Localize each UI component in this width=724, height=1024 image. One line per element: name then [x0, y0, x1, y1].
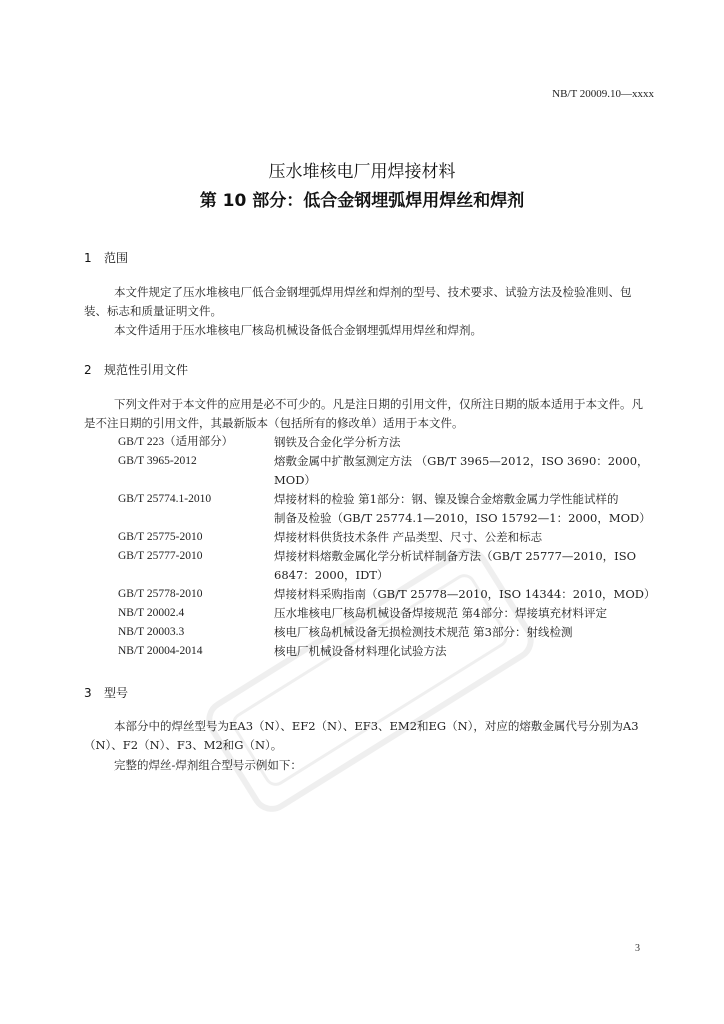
reference-code: GB/T 25775-2010	[118, 531, 203, 543]
section-2-paragraph-1: 下列文件对于本文件的应用是必不可少的。凡是注日期的引用文件，仅所注日期的版本适用于本文件。凡是不注日期的引用文件，其最新版本（包括所有的修改单）适用于本文件。	[84, 397, 643, 430]
reference-row	[118, 433, 664, 452]
reference-title: 压水堆核电厂核岛机械设备焊接规范 第4部分：焊接填充材料评定	[274, 606, 607, 620]
reference-title: 核电厂核岛机械设备无损检测技术规范 第3部分：射线检测	[274, 625, 573, 639]
reference-code: GB/T 3965-2012	[118, 455, 197, 467]
section-title: 范围	[104, 251, 129, 265]
section-number: 3	[84, 686, 92, 700]
reference-title: 核电厂机械设备材料理化试验方法	[274, 644, 447, 658]
section-number: 2	[84, 363, 92, 377]
section-1-paragraph-1: 本文件规定了压水堆核电厂低合金钢埋弧焊用焊丝和焊剂的型号、技术要求、试验方法及检验准则、包装、标志和质量证明文件。	[84, 285, 632, 318]
reference-code: NB/T 20003.3	[118, 626, 185, 638]
standard-code: NB/T 20009.10—xxxx	[552, 88, 654, 100]
reference-title: 焊接材料的检验 第1部分：钢、镍及镍合金熔敷金属力学性能试样的 制备及检验（GB/T 25774.1—2010，ISO 15792—1：2000，MOD）	[274, 492, 651, 525]
reference-title: 钢铁及合金化学分析方法	[274, 435, 401, 449]
reference-title: 焊接材料供货技术条件 产品类型、尺寸、公差和标志	[274, 530, 543, 544]
reference-code: NB/T 20002.4	[118, 607, 185, 619]
reference-title: 熔敷金属中扩散氢测定方法 （GB/T 3965—2012，ISO 3690：2000， MOD）	[274, 454, 649, 487]
page-number: 3	[635, 943, 640, 954]
section-3-paragraph-1: 本部分中的焊丝型号为EA3（N）、EF2（N）、EF3、EM2和EG（N），对应的熔敷金属代号分别为A3（N）、F2（N）、F3、M2和G（N）。	[84, 719, 639, 752]
reference-code: GB/T 25778-2010	[118, 588, 203, 600]
reference-row	[118, 452, 664, 490]
section-2-heading	[84, 361, 188, 378]
title-line-1: 压水堆核电厂用焊接材料	[268, 162, 456, 182]
section-1-paragraph-2: 本文件适用于压水堆核电厂核岛机械设备低合金钢埋弧焊用焊丝和焊剂。	[114, 323, 482, 337]
section-3-heading	[84, 684, 128, 701]
reference-row	[118, 528, 664, 547]
reference-code: GB/T 25774.1-2010	[118, 493, 212, 505]
section-1-heading	[84, 249, 128, 266]
reference-title: 焊接材料熔敷金属化学分析试样制备方法（GB/T 25777—2010，ISO 6847：2000，IDT）	[274, 549, 637, 582]
section-number: 1	[84, 251, 92, 265]
reference-title: 焊接材料采购指南（GB/T 25778—2010，ISO 14344：2010，MOD）	[274, 587, 656, 601]
reference-row	[118, 490, 664, 528]
section-title: 型号	[104, 686, 129, 700]
section-title: 规范性引用文件	[104, 363, 189, 377]
reference-code: GB/T 223（适用部分）	[118, 436, 234, 448]
reference-code: GB/T 25777-2010	[118, 550, 203, 562]
section-3-paragraph-2: 完整的焊丝-焊剂组合型号示例如下：	[114, 758, 302, 772]
reference-code: NB/T 20004-2014	[118, 645, 203, 657]
title-line-2: 第 10 部分：低合金钢埋弧焊用焊丝和焊剂	[199, 191, 525, 211]
